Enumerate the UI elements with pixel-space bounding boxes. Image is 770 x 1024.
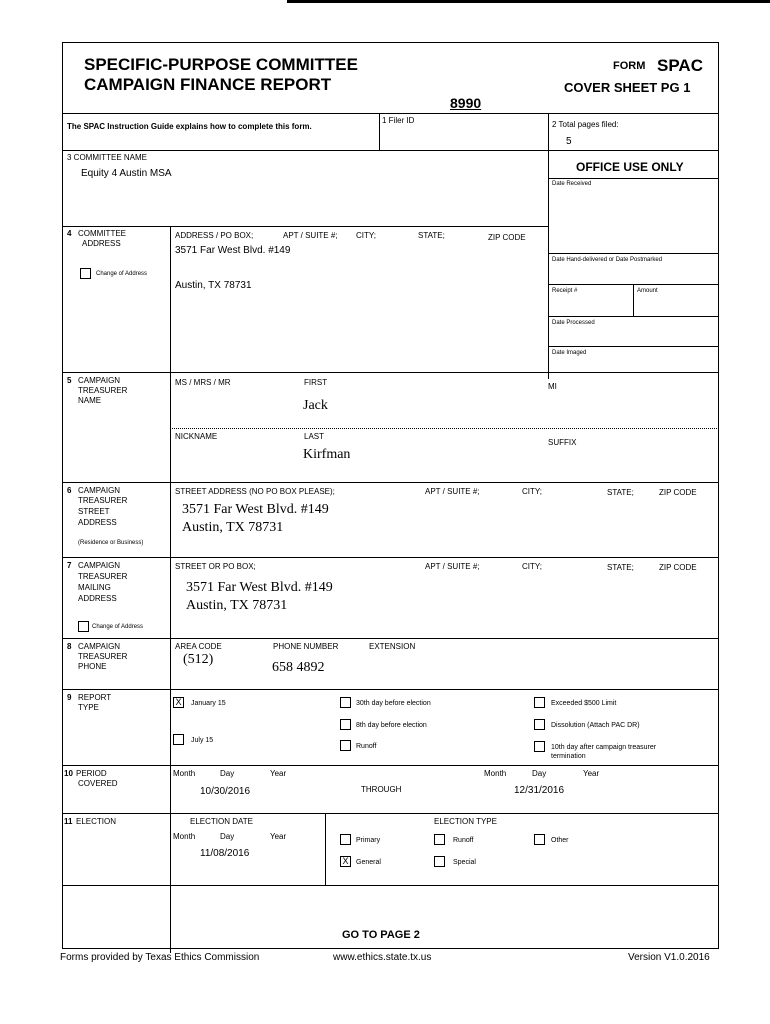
mailing-label-2: TREASURER [78, 572, 128, 581]
8th-day-label: 8th day before election [356, 722, 427, 729]
area-code-value[interactable]: (512) [183, 652, 214, 667]
rule [548, 316, 719, 317]
address-header-city: CITY; [356, 231, 376, 240]
mailing-header-state: STATE; [607, 563, 634, 572]
mailing-header-zip: ZIP CODE [659, 563, 697, 572]
residence-note: (Residence or Business) [78, 540, 144, 546]
committee-address-line1[interactable]: 3571 Far West Blvd. #149 [175, 245, 291, 256]
footer-version: Version V1.0.2016 [628, 952, 710, 963]
section-4-num: 4 [67, 229, 72, 238]
january-15-label: January 15 [191, 700, 226, 707]
mailing-change-label: Change of Address [92, 624, 144, 630]
other-election-checkbox[interactable] [534, 834, 545, 845]
report-type-label-2: TYPE [78, 703, 99, 712]
special-label: Special [453, 859, 476, 866]
other-election-label: Other [551, 837, 569, 844]
street-label-4: ADDRESS [78, 518, 117, 527]
street-header: STREET ADDRESS (NO PO BOX PLEASE); [175, 487, 335, 496]
hand-delivered-label: Date Hand-delivered or Date Postmarked [552, 257, 663, 263]
rule [170, 428, 719, 429]
30th-day-checkbox[interactable] [340, 697, 351, 708]
8th-day-checkbox[interactable] [340, 719, 351, 730]
rule [62, 113, 719, 114]
rule [62, 226, 548, 227]
runoff-report-checkbox[interactable] [340, 740, 351, 751]
last-name-label: LAST [304, 432, 325, 441]
committee-address-label-2: ADDRESS [82, 239, 121, 248]
rule [325, 813, 326, 885]
july-15-checkbox[interactable] [173, 734, 184, 745]
election-month-label: Month [173, 832, 196, 841]
rule [548, 178, 719, 179]
dissolution-checkbox[interactable] [534, 719, 545, 730]
instruction-text: The SPAC Instruction Guide explains how to complete this form. [67, 122, 312, 131]
rule [633, 284, 634, 316]
rule [62, 150, 719, 151]
treasurer-name-label-2: TREASURER [78, 386, 128, 395]
phone-label-2: TREASURER [78, 652, 128, 661]
election-date-label: ELECTION DATE [190, 817, 253, 826]
to-day-label: Day [532, 769, 547, 778]
dissolution-label: Dissolution (Attach PAC DR) [551, 722, 640, 729]
runoff-election-label: Runoff [453, 837, 474, 844]
amount-label: Amount [637, 288, 658, 294]
section-7-num: 7 [67, 561, 72, 570]
rule [62, 885, 719, 886]
rule [548, 346, 719, 347]
form-title-line1: SPECIFIC-PURPOSE COMMITTEE [84, 55, 358, 74]
phone-label-3: PHONE [78, 662, 107, 671]
to-month-label: Month [484, 769, 507, 778]
rule [62, 482, 719, 483]
street-line1[interactable]: 3571 Far West Blvd. #149 [182, 502, 329, 517]
mailing-line2[interactable]: Austin, TX 78731 [186, 598, 288, 613]
stamp-number: 8990 [450, 95, 482, 111]
mailing-header-city: CITY; [522, 562, 542, 571]
election-year-label: Year [270, 832, 287, 841]
election-date-value[interactable]: 11/08/2016 [200, 848, 250, 859]
date-received-label: Date Received [552, 181, 592, 187]
street-header-zip: ZIP CODE [659, 488, 697, 497]
nickname-label: NICKNAME [175, 432, 218, 441]
rule [62, 813, 719, 814]
office-use-title: OFFICE USE ONLY [576, 160, 684, 174]
total-pages-label: 2 Total pages filed: [552, 120, 619, 129]
committee-name-value[interactable]: Equity 4 Austin MSA [81, 168, 172, 179]
form-title-line2: CAMPAIGN FINANCE REPORT [84, 75, 332, 94]
street-line2[interactable]: Austin, TX 78731 [182, 520, 284, 535]
special-checkbox[interactable] [434, 856, 445, 867]
runoff-election-checkbox[interactable] [434, 834, 445, 845]
section-5-num: 5 [67, 376, 72, 385]
election-label: ELECTION [76, 817, 117, 826]
receipt-label: Receipt # [552, 288, 578, 294]
form-label: FORM [613, 60, 646, 72]
street-header-city: CITY; [522, 487, 542, 496]
date-imaged-label: Date Imaged [552, 350, 587, 356]
committee-address-line2[interactable]: Austin, TX 78731 [175, 280, 252, 291]
street-header-apt: APT / SUITE #; [425, 487, 480, 496]
to-year-label: Year [583, 769, 600, 778]
section-11-num: 11 [64, 817, 73, 826]
report-type-label-1: REPORT [78, 693, 112, 702]
mailing-label-3: MAILING [78, 583, 111, 592]
footer-left: Forms provided by Texas Ethics Commission [60, 952, 260, 963]
area-code-label: AREA CODE [175, 642, 222, 651]
extension-label: EXTENSION [369, 642, 416, 651]
date-processed-label: Date Processed [552, 320, 595, 326]
primary-checkbox[interactable] [340, 834, 351, 845]
period-label-1: PERIOD [76, 769, 107, 778]
january-15-checkbox[interactable]: X [173, 697, 184, 708]
section-10-num: 10 [64, 769, 73, 778]
from-month-label: Month [173, 769, 196, 778]
mailing-change-checkbox[interactable] [78, 621, 89, 632]
through-label: THROUGH [361, 785, 402, 794]
primary-label: Primary [356, 837, 381, 844]
middle-initial-label: MI [548, 382, 557, 391]
exceeded-limit-checkbox[interactable] [534, 697, 545, 708]
change-of-address-checkbox[interactable] [80, 268, 91, 279]
cover-sheet-label: COVER SHEET PG 1 [564, 80, 691, 95]
mailing-line1[interactable]: 3571 Far West Blvd. #149 [186, 580, 333, 595]
street-label-1: CAMPAIGN [78, 486, 121, 495]
election-type-label: ELECTION TYPE [434, 817, 497, 826]
runoff-report-label: Runoff [356, 743, 377, 750]
address-header-state: STATE; [418, 231, 445, 240]
general-checkbox[interactable]: X [340, 856, 351, 867]
period-label-2: COVERED [78, 779, 118, 788]
10th-day-label-2: termination [551, 753, 586, 760]
top-rule [287, 0, 770, 3]
july-15-label: July 15 [191, 737, 214, 744]
total-pages-value[interactable]: 5 [566, 136, 572, 147]
street-label-2: TREASURER [78, 496, 128, 505]
mailing-label-1: CAMPAIGN [78, 561, 121, 570]
30th-day-label: 30th day before election [356, 700, 431, 707]
address-header-apt: APT / SUITE #; [283, 231, 338, 240]
10th-day-label: 10th day after campaign treasurer [551, 744, 657, 751]
committee-address-label-1: COMMITTEE [78, 229, 126, 238]
rule [548, 253, 719, 254]
rule [548, 113, 549, 379]
rule [62, 638, 719, 639]
period-from-value[interactable]: 10/30/2016 [200, 786, 251, 797]
first-name-label: FIRST [304, 378, 328, 387]
treasurer-first-name[interactable]: Jack [303, 398, 328, 413]
street-label-3: STREET [78, 507, 110, 516]
phone-number-label: PHONE NUMBER [273, 642, 339, 651]
suffix-label: SUFFIX [548, 438, 577, 447]
treasurer-last-name[interactable]: Kirfman [303, 447, 351, 462]
address-header-street: ADDRESS / PO BOX; [175, 231, 254, 240]
10th-day-checkbox[interactable] [534, 741, 545, 752]
mailing-header: STREET OR PO BOX; [175, 562, 256, 571]
from-year-label: Year [270, 769, 287, 778]
rule [62, 689, 719, 690]
mailing-label-4: ADDRESS [78, 594, 117, 603]
election-day-label: Day [220, 832, 235, 841]
phone-number-value[interactable]: 658 4892 [272, 660, 325, 675]
go-to-page-2[interactable]: GO TO PAGE 2 [342, 929, 420, 941]
general-label: General [356, 859, 381, 866]
street-header-state: STATE; [607, 488, 634, 497]
change-of-address-label: Change of Address [96, 271, 148, 277]
filer-id-label: 1 Filer ID [382, 116, 415, 125]
from-day-label: Day [220, 769, 235, 778]
section-8-num: 8 [67, 642, 72, 651]
treasurer-name-label-1: CAMPAIGN [78, 376, 121, 385]
committee-name-label: 3 COMMITTEE NAME [67, 153, 148, 162]
address-header-zip: ZIP CODE [488, 233, 526, 242]
rule [62, 765, 719, 766]
form-code: SPAC [657, 56, 703, 75]
rule [62, 557, 719, 558]
section-9-num: 9 [67, 693, 72, 702]
section-6-num: 6 [67, 486, 72, 495]
treasurer-name-label-3: NAME [78, 396, 102, 405]
footer-link[interactable]: www.ethics.state.tx.us [333, 952, 432, 963]
exceeded-limit-label: Exceeded $500 Limit [551, 700, 617, 707]
prefix-label: MS / MRS / MR [175, 378, 231, 387]
rule [379, 113, 380, 150]
rule [170, 226, 171, 953]
mailing-header-apt: APT / SUITE #; [425, 562, 480, 571]
phone-label-1: CAMPAIGN [78, 642, 121, 651]
rule [62, 372, 719, 373]
period-to-value[interactable]: 12/31/2016 [514, 785, 565, 796]
